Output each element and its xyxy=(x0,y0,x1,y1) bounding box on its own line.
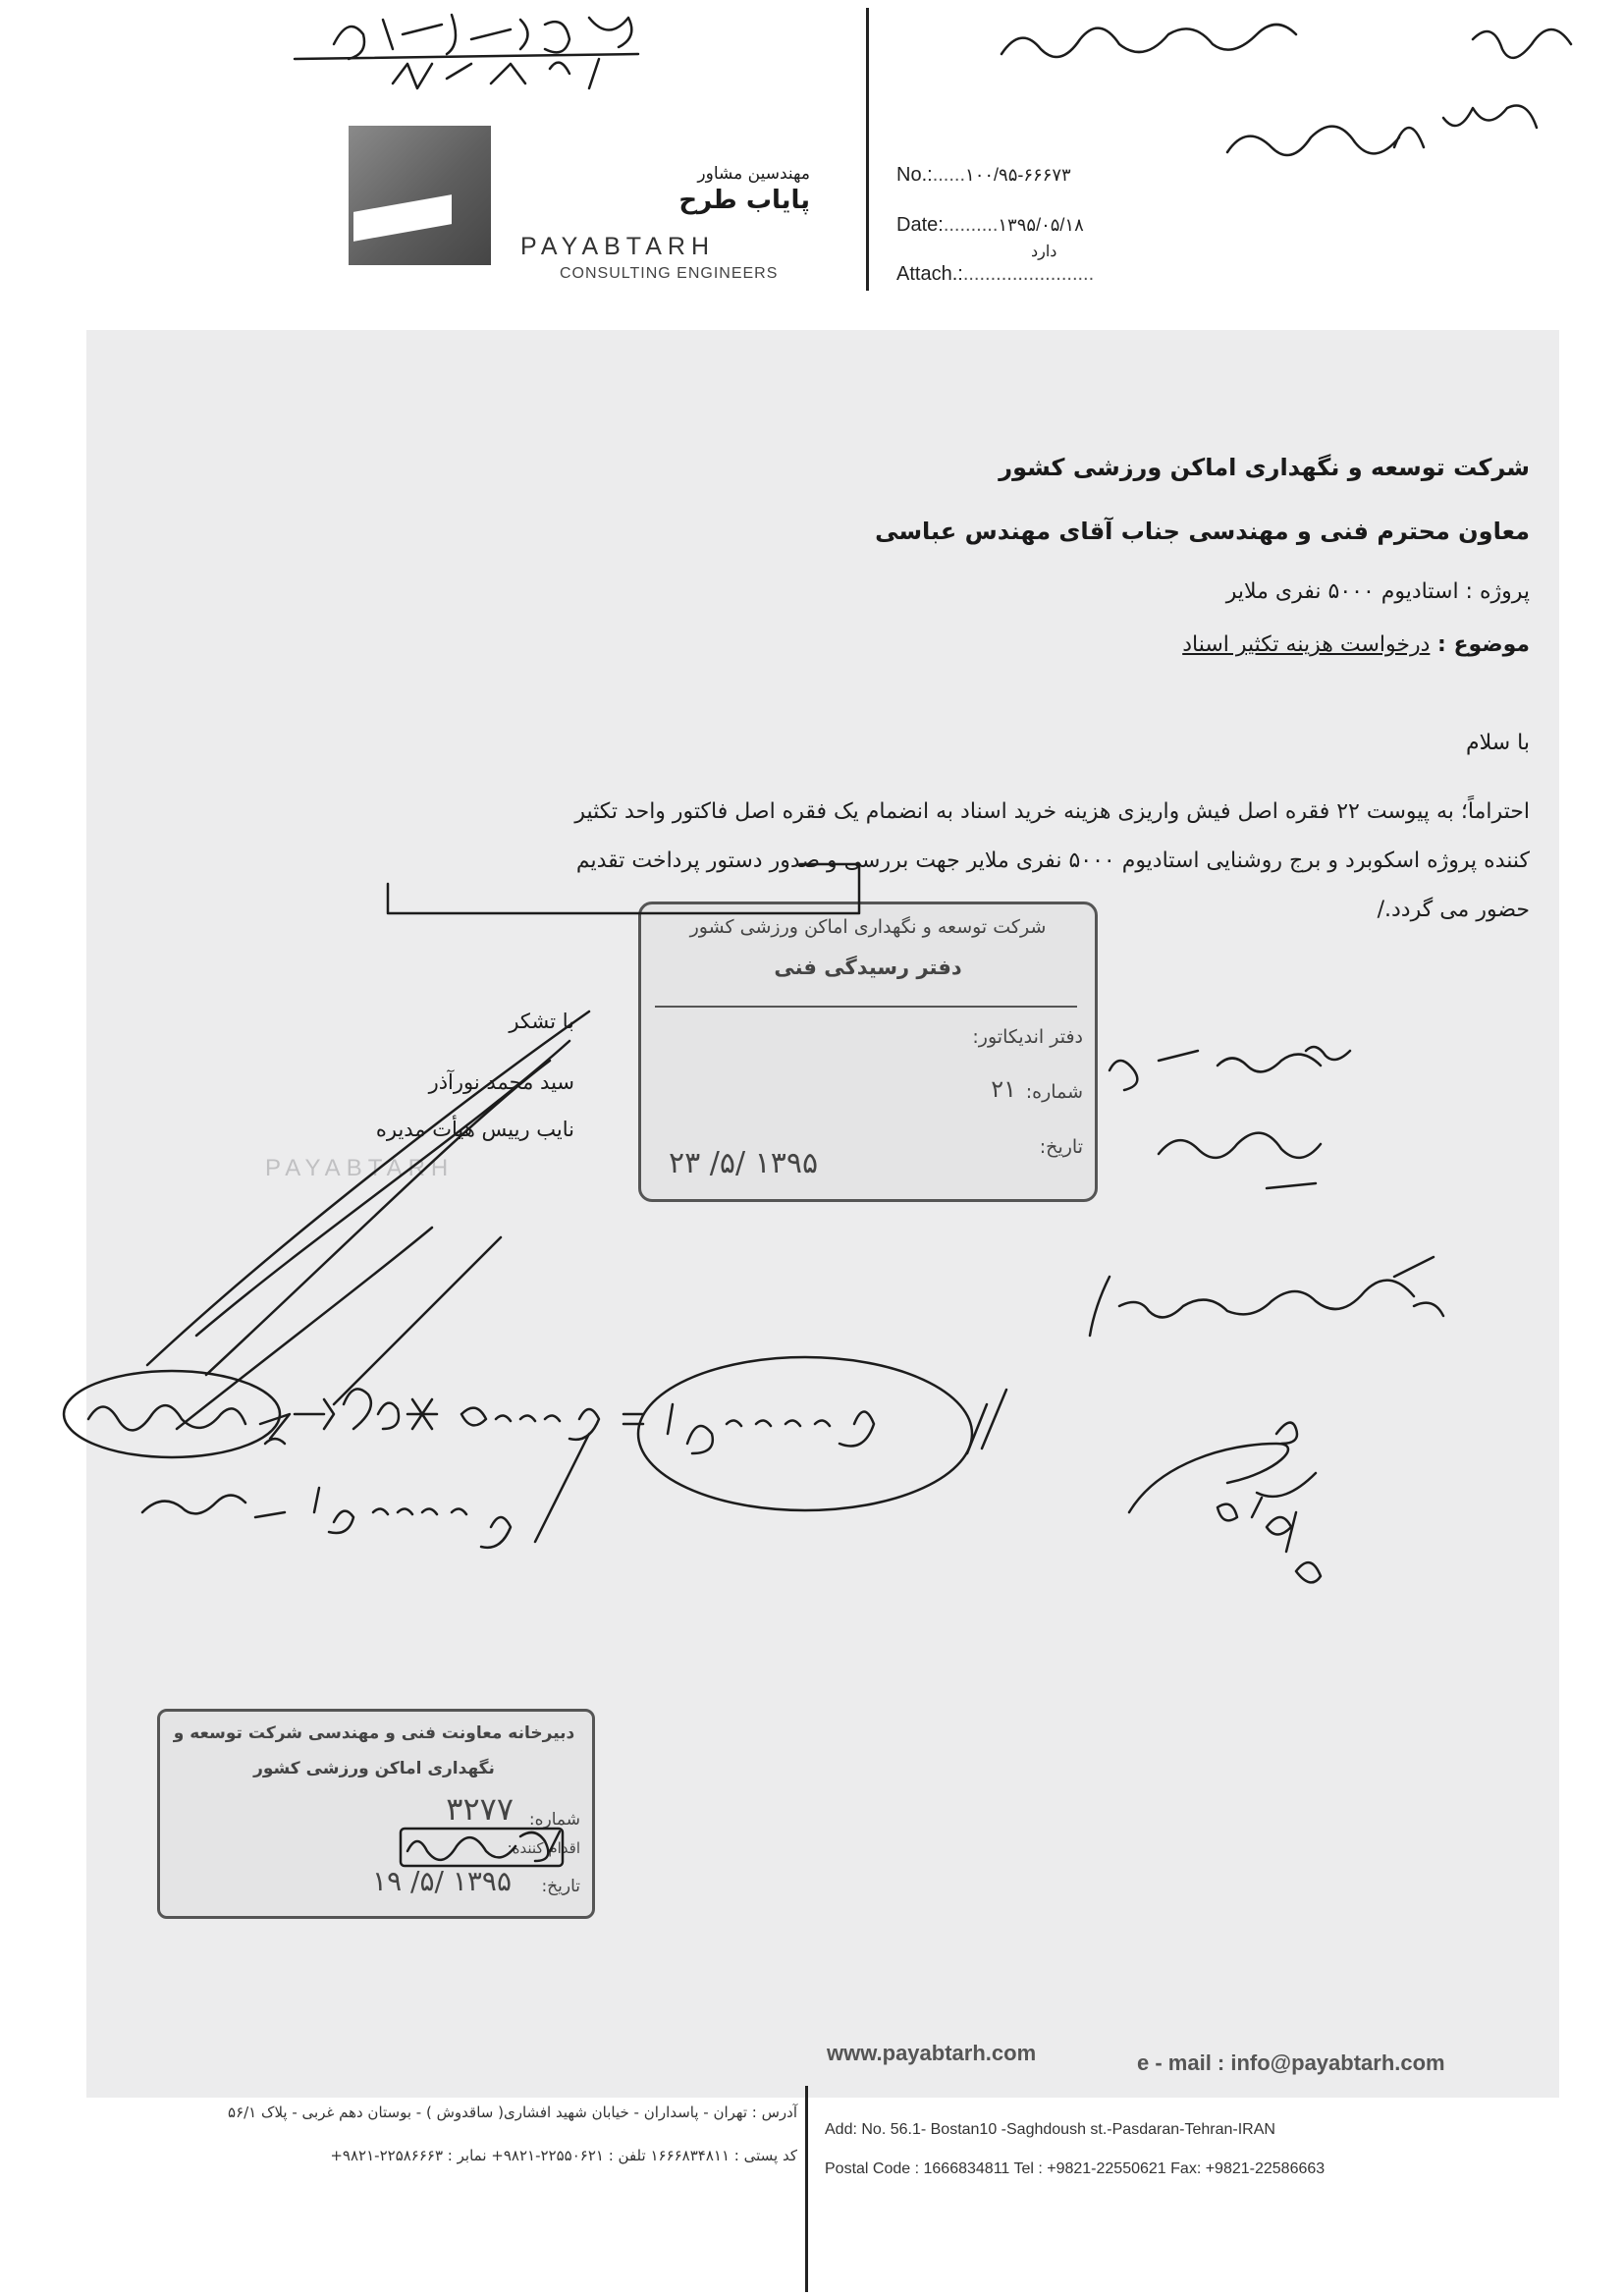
footer-address-en: Add: No. 56.1- Bostan10 -Saghdoush st.-Pasdaran-Tehran-IRAN xyxy=(825,2121,1275,2138)
secretariat-action-label: اقدام کننده: xyxy=(507,1839,580,1857)
attachment-value: دارد xyxy=(1031,244,1057,260)
stamp-line-2: دفتر رسیدگی فنی xyxy=(774,956,962,979)
body-line-2: کننده پروژه اسکوبرد و برج روشنایی استادیوم ۵۰۰۰ نفری ملایر جهت بررسی و صدور دستور پرداخت تقدیم xyxy=(575,848,1530,873)
stamp-indicator-label: دفتر اندیکاتور: xyxy=(972,1026,1083,1048)
stamp-number-value: ۲۱ xyxy=(991,1075,1016,1103)
recipient-person: معاون محترم فنی و مهندسی جناب آقای مهندس عباسی xyxy=(875,518,1530,545)
letter-number-label: No.: xyxy=(896,164,933,186)
company-name-en-sub: CONSULTING ENGINEERS xyxy=(560,265,779,282)
company-name-en: PAYABTARH xyxy=(520,233,716,260)
footer-address-fa: آدرس : تهران - پاسداران - خیابان شهید افشاری( ساقدوش ) - بوستان دهم غربی - پلاک ۵۶/۱ xyxy=(228,2104,797,2121)
footer-divider xyxy=(805,2086,808,2292)
subject-value: درخواست هزینه تکثیر اسناد xyxy=(1182,632,1431,657)
body-line-3: حضور می گردد./ xyxy=(1377,898,1530,922)
letter-number-row: No.:......۱۰۰/۹۵-۶۶۶۷۳ xyxy=(896,164,1071,186)
subject-label: موضوع : xyxy=(1430,632,1530,657)
closing: با تشکر xyxy=(509,1010,574,1033)
secretariat-line-2: نگهداری اماکن ورزشی کشور xyxy=(253,1759,495,1778)
stamp-date-value: ۱۳۹۵ /۵/ ۲۳ xyxy=(669,1146,819,1180)
company-name-fa-line1: مهندسین مشاور xyxy=(697,164,810,184)
project-line: پروژه : استادیوم ۵۰۰۰ نفری ملایر xyxy=(1225,579,1530,604)
website-link[interactable]: www.payabtarh.com xyxy=(827,2041,1037,2065)
secretariat-number-label: شماره: xyxy=(528,1810,580,1830)
secretariat-date-value: ۱۳۹۵ /۵/ ۱۹ xyxy=(372,1865,512,1897)
signer-name: سید محمد نورآذر xyxy=(428,1070,574,1094)
secretariat-line-1: دبیرخانه معاونت فنی و مهندسی شرکت توسعه و xyxy=(173,1723,575,1743)
letter-number-value: ۱۰۰/۹۵-۶۶۶۷۳ xyxy=(965,165,1071,185)
letter-date-value: ۱۳۹۵/۰۵/۱۸ xyxy=(998,215,1084,235)
greeting: با سلام xyxy=(1465,731,1530,755)
footer-contact-en: Postal Code : 1666834811 Tel : +9821-22550621 Fax: +9821-22586663 xyxy=(825,2160,1326,2177)
letter-date-row: Date:..........۱۳۹۵/۰۵/۱۸ xyxy=(896,214,1084,236)
recipient-company: شرکت توسعه و نگهداری اماکن ورزشی کشور xyxy=(999,454,1530,481)
stamp-line-1: شرکت توسعه و نگهداری اماکن ورزشی کشور xyxy=(689,916,1047,938)
company-name-fa: پایاب طرح xyxy=(678,186,810,215)
body-line-1: احتراماً؛ به پیوست ۲۲ فقره اصل فیش واریزی هزینه خرید اسناد به انضمام یک فقره اصل فاکتور واحد تکثیر xyxy=(574,799,1530,824)
footer-contact-fa: کد پستی : ۱۶۶۶۸۳۴۸۱۱ تلفن : ۲۲۵۵۰۶۲۱-۹۸۲۱+ نمابر : ۲۲۵۸۶۶۶۳-۹۸۲۱+ xyxy=(330,2147,797,2164)
secretariat-number-value: ۳۲۷۷ xyxy=(446,1790,514,1828)
signer-title: نایب رییس هیأت مدیره xyxy=(375,1118,574,1141)
faint-watermark-logo: PAYABTARH xyxy=(265,1155,455,1181)
attachment-dots: ........................ xyxy=(962,263,1095,285)
email-link[interactable]: e - mail : info@payabtarh.com xyxy=(1137,2050,1445,2075)
letter-date-label: Date: xyxy=(896,214,944,236)
stamp-date-label: تاریخ: xyxy=(1039,1136,1083,1158)
stamp-number-label: شماره: xyxy=(1025,1081,1083,1103)
attachment-label: Attach.: xyxy=(896,263,963,285)
secretariat-date-label: تاریخ: xyxy=(541,1877,580,1896)
